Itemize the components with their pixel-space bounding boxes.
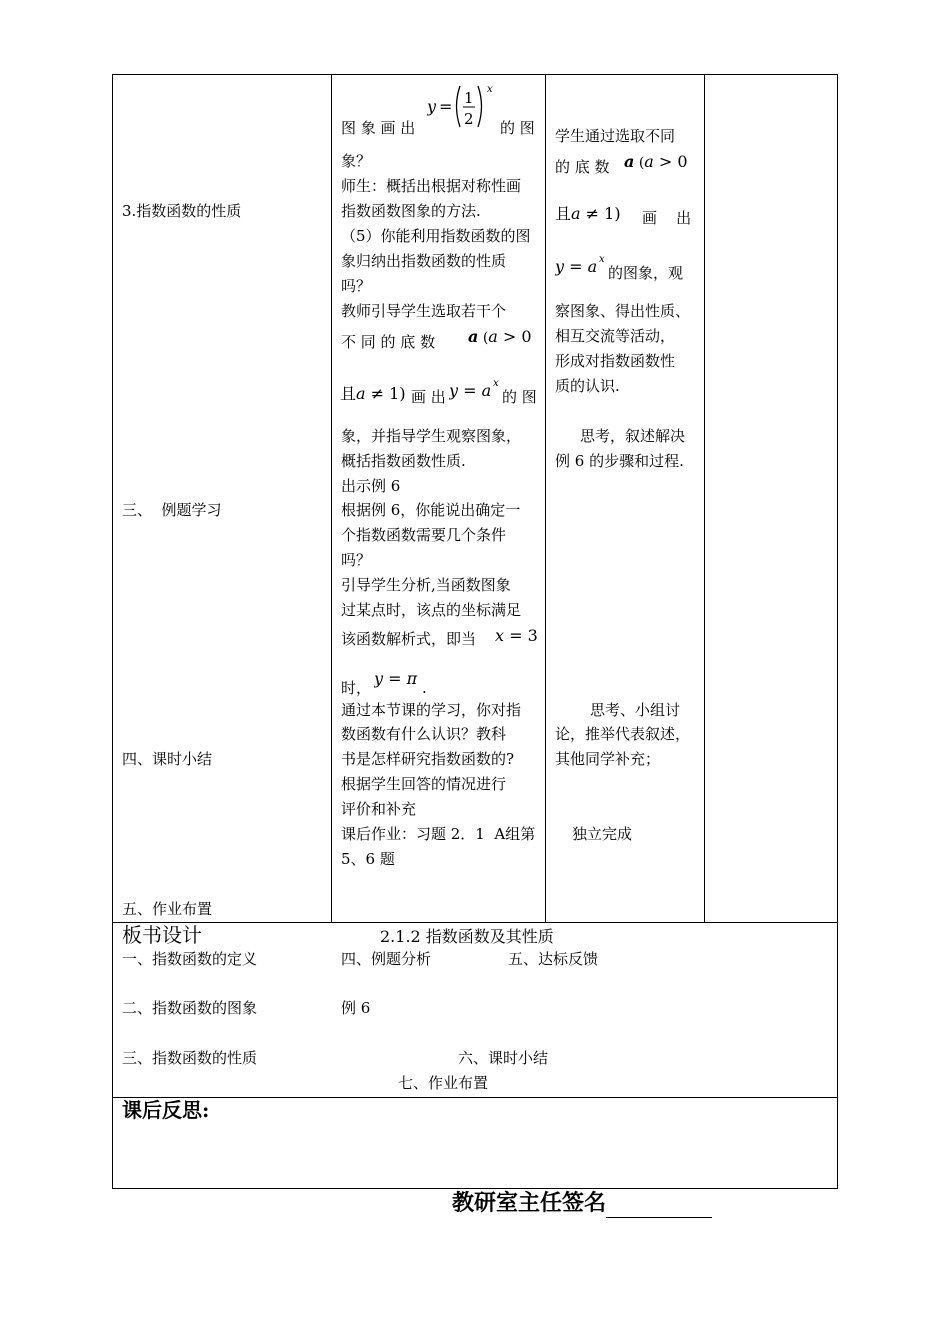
right-line-12: 论，推举代表叙述， (555, 725, 691, 743)
board-item-example-6: 例 6 (341, 999, 371, 1017)
mid-line-1a: 图 象 画 出 (341, 119, 416, 137)
right-line-4b: 的图象，观 (608, 264, 684, 282)
col-divider-2 (545, 74, 546, 922)
board-design-label: 板书设计 (122, 923, 202, 947)
svg-text:y = π: y = π (374, 669, 418, 688)
board-item-graph: 二、指数函数的图象 (122, 999, 258, 1017)
mid-line-9: 不 同 的 底 数 (341, 333, 436, 351)
mid-line-16: 吗？ (341, 551, 372, 569)
right-line-13: 其他同学补充； (555, 750, 661, 768)
board-item-summary: 六、课时小结 (458, 1049, 549, 1067)
mid-line-1b: 的 图 (500, 119, 535, 137)
signature-label: 教研室主任签名 (452, 1190, 607, 1216)
board-title: 2.1.2 指数函数及其性质 (380, 927, 554, 946)
mid-line-17: 引导学生分析,当函数图象 (341, 576, 511, 594)
section-summary-heading: 四、课时小结 (122, 750, 213, 768)
table-right-border (837, 74, 838, 1189)
formula-y-eq-pi (374, 666, 424, 692)
formula-x-eq-3 (495, 623, 539, 649)
mid-line-26: 课后作业：习题 2．1 A组第 (341, 825, 536, 843)
section-example-heading: 三、 例题学习 (122, 501, 222, 519)
mid-line-23: 书是怎样研究指数函数的? (341, 750, 515, 768)
svg-text:y = a: y = a (449, 381, 492, 400)
board-item-definition: 一、指数函数的定义 (122, 950, 258, 968)
svg-text:且a ≠ 1): 且a ≠ 1) (555, 204, 621, 223)
svg-text:=: = (439, 97, 453, 116)
mid-line-14: 根据例 6，你能说出确定一 (341, 501, 521, 519)
signature-line (452, 1188, 712, 1218)
right-line-9: 思考，叙述解决 (580, 427, 686, 445)
right-line-5: 察图象、得出性质、 (555, 302, 691, 320)
right-line-8: 质的认识. (555, 377, 620, 395)
formula-a-neq-1 (340, 380, 412, 406)
mid-line-10b: 的 图 (502, 388, 537, 406)
right-line-7: 形成对指数函数性 (555, 352, 676, 370)
mid-line-5: （5）你能利用指数函数的图 (341, 227, 531, 245)
svg-text:且a ≠ 1): 且a ≠ 1) (340, 384, 406, 403)
reflection-label: 课后反思: (122, 1098, 210, 1122)
mid-line-11: 象，并指导学生观察图象， (341, 427, 522, 445)
board-item-example-analysis: 四、例题分析 (341, 950, 432, 968)
right-line-10: 例 6 的步骤和过程. (555, 452, 684, 470)
svg-text:x: x (487, 84, 493, 95)
section-homework-heading: 五、作业布置 (122, 900, 213, 918)
mid-line-21: 通过本节课的学习，你对指 (341, 701, 522, 719)
mid-line-4: 指数函数图象的方法. (341, 202, 481, 220)
right-line-6: 相互交流等活动， (555, 327, 676, 345)
right-line-11: 思考、小组讨 (590, 701, 681, 719)
svg-text:y = a: y = a (555, 257, 598, 276)
formula-right-y-eq-a-x (555, 252, 609, 280)
formula-y-eq-a-x (449, 376, 503, 404)
mid-line-12: 概括指数函数性质. (341, 452, 466, 470)
mid-line-20a: 时， (341, 679, 372, 697)
right-line-1: 学生通过选取不同 (555, 127, 676, 145)
mid-line-25: 评价和补充 (341, 800, 417, 818)
section-3-heading: 3.指数函数的性质 (122, 202, 242, 220)
mid-line-20b: . (422, 679, 427, 697)
mid-line-2: 象？ (341, 152, 372, 170)
row-divider-reflection (112, 1097, 838, 1098)
mid-line-3: 师生：概括出根据对称性画 (341, 177, 522, 195)
svg-text:x: x (493, 378, 499, 389)
mid-line-18: 过某点时，该点的坐标满足 (341, 601, 522, 619)
svg-text:a (a > 0: a (a > 0 (624, 152, 688, 171)
formula-half-power-x (427, 80, 499, 132)
formula-right-a-neq-1 (555, 200, 627, 226)
svg-text:x: x (599, 254, 605, 265)
mid-line-8: 教师引导学生选取若干个 (341, 302, 507, 320)
svg-text:a (a > 0: a (a > 0 (468, 327, 532, 346)
col-divider-1 (331, 74, 332, 922)
right-line-3b: 画 出 (642, 209, 692, 227)
mid-line-24: 根据学生回答的情况进行 (341, 775, 507, 793)
mid-line-22: 数函数有什么认识？教科 (341, 725, 507, 743)
mid-line-19: 该函数解析式，即当 (341, 630, 477, 648)
mid-line-27: 5、6 题 (341, 850, 395, 868)
board-item-homework: 七、作业布置 (398, 1074, 489, 1092)
col-divider-3 (704, 74, 705, 922)
svg-text:y: y (427, 97, 437, 116)
right-line-2a: 的 底 数 (555, 158, 610, 176)
right-line-14: 独立完成 (572, 825, 633, 843)
svg-text:2: 2 (464, 110, 474, 128)
svg-text:1: 1 (464, 89, 474, 107)
mid-line-6: 象归纳出指数函数的性质 (341, 252, 507, 270)
mid-line-15: 个指数函数需要几个条件 (341, 526, 507, 544)
board-item-feedback: 五、达标反馈 (508, 950, 599, 968)
mid-line-7: 吗？ (341, 277, 372, 295)
row-divider-board (112, 922, 838, 923)
signature-blank (606, 1197, 712, 1218)
formula-a-gt-0 (468, 323, 540, 349)
mid-line-10a: 画 出 (411, 388, 446, 406)
table-left-border (112, 74, 113, 1189)
formula-right-a-gt-0 (624, 148, 696, 174)
mid-line-13: 出示例 6 (341, 477, 401, 495)
table-top-border (112, 74, 838, 75)
board-item-properties: 三、指数函数的性质 (122, 1049, 258, 1067)
svg-text:x = 3: x = 3 (495, 626, 538, 645)
